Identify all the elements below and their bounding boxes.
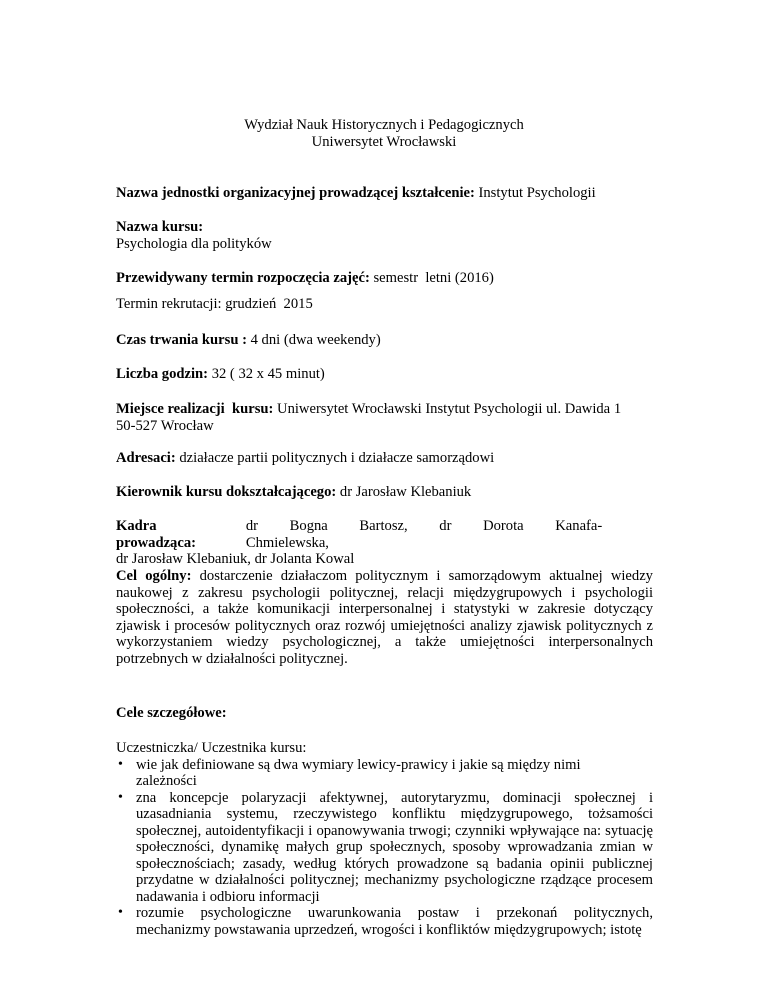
- director-label: Kierownik kursu dokształcającego:: [116, 484, 337, 500]
- university-name: Uniwersytet Wrocławski: [311, 133, 457, 150]
- specific-goals-intro: Uczestniczka/ Uczestnika kursu:: [116, 740, 307, 756]
- addressees-label: Adresaci:: [116, 450, 176, 466]
- goal-item-text: wie jak definiowane są dwa wymiary lewicy-prawicy i jakie są między nimi zależności: [136, 756, 581, 789]
- start-term-label: Przewidywany termin rozpoczęcia zajęć:: [116, 270, 370, 286]
- specific-goals-heading: Cele szczegółowe:: [116, 705, 227, 721]
- duration-line: [116, 332, 653, 349]
- course-name-section: [116, 219, 653, 252]
- location-section: [116, 401, 653, 434]
- list-item: [116, 790, 653, 906]
- hours-line: [116, 366, 653, 383]
- hours-label: Liczba godzin:: [116, 366, 209, 382]
- staff-label: Kadra prowadząca:: [116, 518, 196, 551]
- list-item: [116, 757, 653, 790]
- hours-value: 32 ( 32 x 45 minut): [211, 366, 325, 382]
- recruitment-line: [116, 296, 653, 313]
- location-value-line1: Uniwersytet Wrocławski Instytut Psychologii ul. Dawida 1: [277, 401, 622, 417]
- duration-value: 4 dni (dwa weekendy): [250, 332, 381, 348]
- staff-line1: dr Bogna Bartosz, dr Dorota Kanafa-Chmielewska,: [245, 518, 603, 551]
- start-term-value: semestr letni (2016): [373, 270, 494, 286]
- specific-goals-list: [116, 757, 653, 939]
- general-goal-section: [116, 568, 653, 667]
- unit-value: Instytut Psychologii: [478, 185, 596, 201]
- director-value: dr Jarosław Klebaniuk: [339, 484, 472, 500]
- goal-item-text: rozumie psychologiczne uwarunkowania postaw i przekonań politycznych, mechanizmy powstawania uprzedzeń, wrogości i konfliktów międzygrupowych; istotę: [136, 905, 653, 938]
- general-goal-text: dostarczenie działaczom politycznym i samorządowym aktualnej wiedzy naukowej z zakresu psychologii politycznej, relacji międzygrupowych i psychologii społeczności, a także komunikacji interpersonalnej i statystyki w zakresie dotyczący zjawisk i procesów politycznych oraz rozwój umiejętności analizy zjawisk politycznych z wykorzystaniem wiedzy psychologicznej, a także umiejętności interpersonalnych potrzebnych w działalności politycznej.: [116, 568, 653, 667]
- director-line: [116, 484, 653, 501]
- start-term-line: [116, 270, 653, 287]
- duration-label: Czas trwania kursu :: [116, 332, 247, 348]
- general-goal-label: Cel ogólny:: [116, 568, 192, 584]
- unit-line: [116, 185, 653, 202]
- course-name-value: Psychologia dla polityków: [116, 235, 272, 252]
- addressees-value: działacze partii politycznych i działacze samorządowi: [179, 450, 495, 466]
- recruitment-text: Termin rekrutacji: grudzień 2015: [116, 296, 313, 312]
- staff-line2: dr Jarosław Klebaniuk, dr Jolanta Kowal: [116, 551, 355, 567]
- location-label: Miejsce realizacji kursu:: [116, 401, 274, 417]
- goal-item-text: zna koncepcje polaryzacji afektywnej, autorytaryzmu, dominacji społecznej i uzasadniania systemu, rzeczywistego konfliktu międzygrupowego, tożsamości społecznej, autoidentyfikacji i opanowywania trwogi; czynniki wpływające na: sytuację społeczności, dynamikę małych grup społecznych, sposoby wprowadzania zmian w społecznościach; zasady, według których prowadzone są badania opinii publicznej przydatne w działalności politycznej; mechanizmy psychologiczne rządzące procesem nadawania i odbioru informacji: [136, 789, 653, 905]
- list-item: [116, 905, 653, 938]
- specific-goals-heading-block: [116, 705, 653, 722]
- document-header: [0, 117, 768, 150]
- specific-goals-section: [116, 740, 653, 938]
- faculty-name: Wydział Nauk Historycznych i Pedagogicznych: [244, 117, 524, 133]
- location-value-line2: 50-527 Wrocław: [116, 417, 214, 434]
- course-name-label: Nazwa kursu:: [116, 219, 204, 235]
- addressees-line: [116, 450, 653, 467]
- unit-label: Nazwa jednostki organizacyjnej prowadzącej kształcenie:: [116, 185, 475, 201]
- staff-section: [116, 518, 653, 568]
